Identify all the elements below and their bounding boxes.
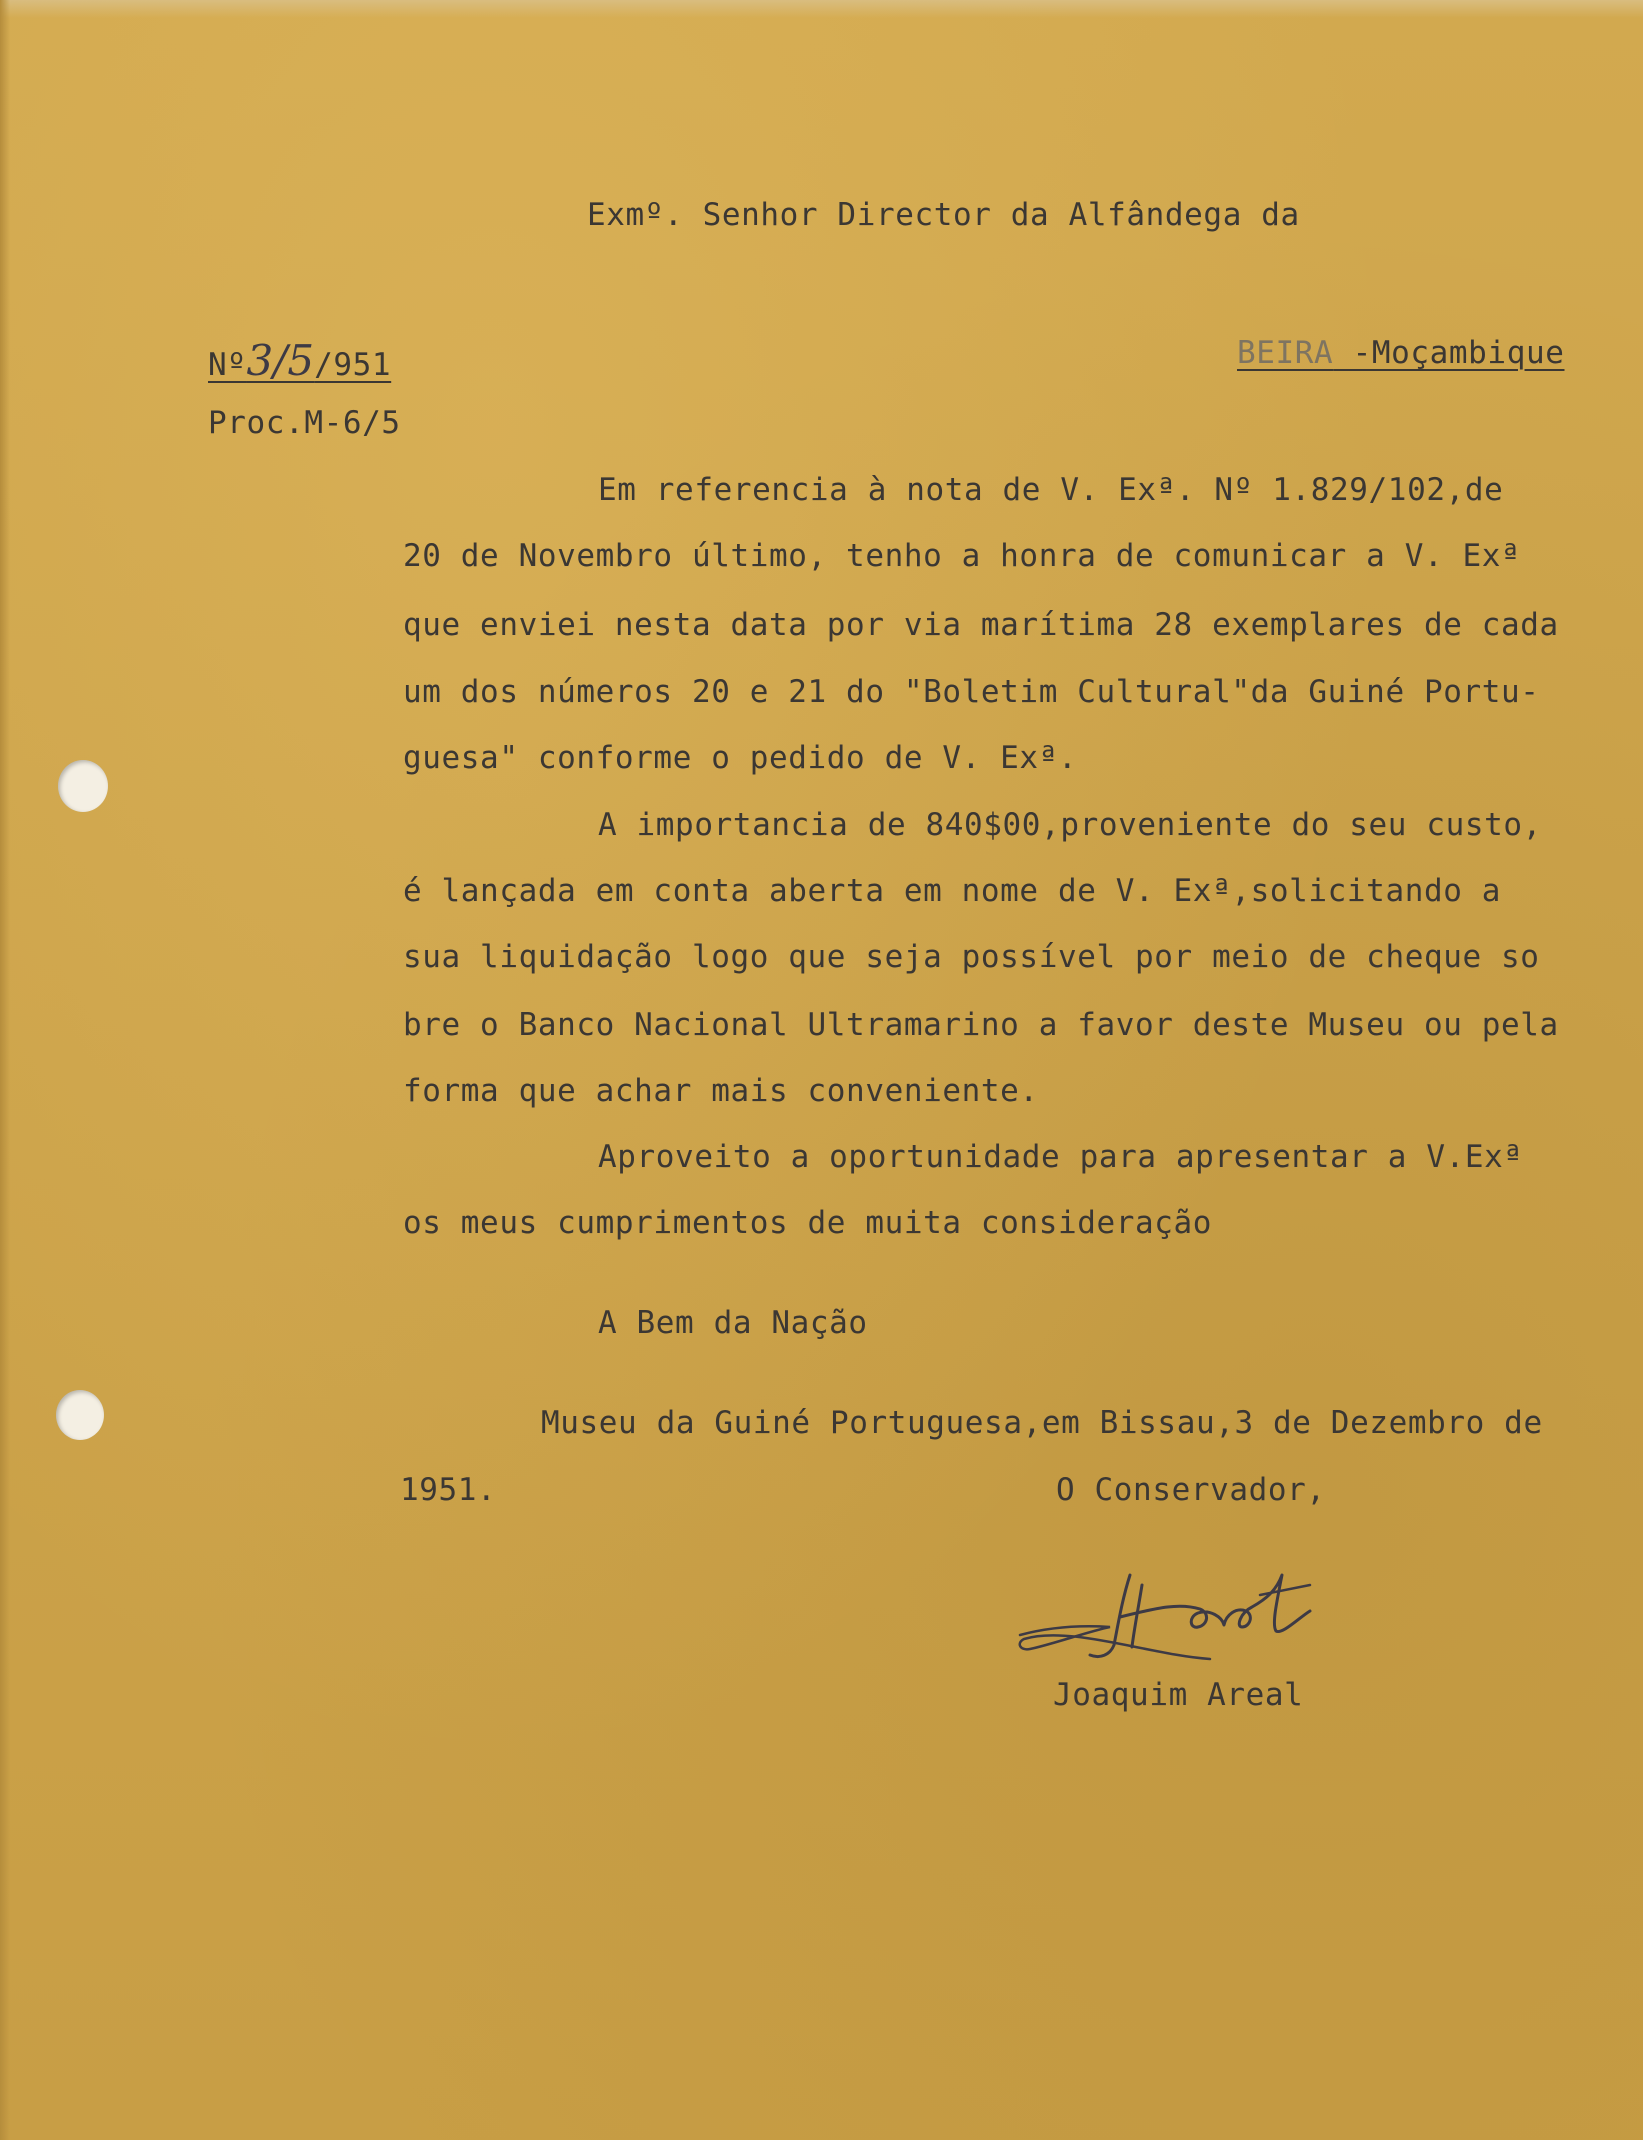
year: 1951. (400, 1472, 497, 1508)
reference-suffix: /951 (314, 347, 392, 383)
body-line-11: Aproveito a oportunidade para apresentar a V.Exª (598, 1139, 1523, 1175)
handwritten-signature (1010, 1555, 1330, 1675)
body-line-2: 20 de Novembro último, tenho a honra de comunicar a V. Exª (403, 538, 1521, 574)
reference-number (208, 336, 392, 385)
paper-top-edge (0, 0, 1643, 18)
salutation: A Bem da Nação (598, 1305, 868, 1341)
signer-name: Joaquim Areal (1053, 1677, 1304, 1713)
place-date: Museu da Guiné Portuguesa,em Bissau,3 de Dezembro de (541, 1405, 1543, 1441)
body-line-4: um dos números 20 e 21 do "Boletim Cultural"da Guiné Portu- (403, 674, 1540, 710)
body-line-9: bre o Banco Nacional Ultramarino a favor deste Museu ou pela (403, 1007, 1559, 1043)
addressee-line: Exmº. Senhor Director da Alfândega da (587, 197, 1300, 233)
handwritten-number: 3/5 (246, 336, 315, 385)
destination-city: BEIRA (1237, 335, 1334, 371)
paper-left-edge (0, 0, 10, 2140)
body-line-1: Em referencia à nota de V. Exª. Nº 1.829/102,de (598, 472, 1504, 508)
body-line-6: A importancia de 840$00,proveniente do seu custo, (598, 807, 1542, 843)
destination-country: -Moçambique (1333, 335, 1565, 371)
body-line-12: os meus cumprimentos de muita consideração (403, 1205, 1213, 1241)
reference-prefix: Nº (208, 347, 247, 383)
body-line-5: guesa" conforme o pedido de V. Exª. (403, 740, 1078, 776)
body-line-3: que enviei nesta data por via marítima 28 exemplares de cada (403, 607, 1559, 643)
body-line-7: é lançada em conta aberta em nome de V. Exª,solicitando a (403, 873, 1502, 909)
body-line-10: forma que achar mais conveniente. (403, 1073, 1039, 1109)
destination (1237, 335, 1565, 371)
body-line-8: sua liquidação logo que seja possível por meio de cheque so (403, 939, 1540, 975)
punch-hole-upper (58, 760, 108, 812)
punch-hole-lower (56, 1390, 104, 1440)
process-number: Proc.M-6/5 (208, 405, 401, 441)
signer-role: O Conservador, (1056, 1472, 1326, 1508)
